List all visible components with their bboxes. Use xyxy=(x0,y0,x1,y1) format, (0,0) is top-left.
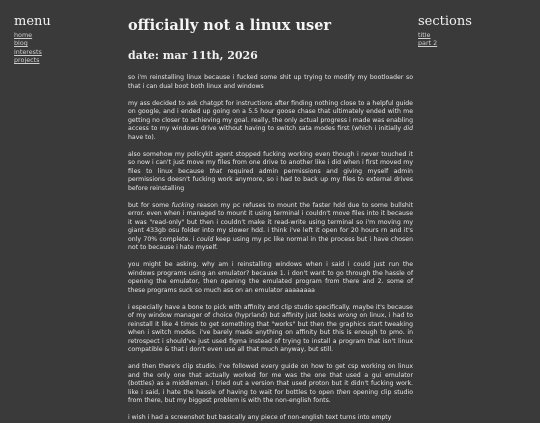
left-menu xyxy=(14,14,114,65)
post-date: date: mar 11th, 2026 xyxy=(128,49,258,62)
menu-link-blog[interactable]: blog xyxy=(14,39,28,48)
post-paragraph: i wish i had a screenshot but basically any piece of non-english text turns into empty xyxy=(128,414,392,421)
section-link-part-2[interactable]: part 2 xyxy=(418,39,438,48)
post-paragraph: so i'm reinstalling linux because i fucked some shit up trying to modify my bootloader so that i can dual boot both linux and windows xyxy=(128,74,413,90)
post-title: officially not a linux user xyxy=(128,17,332,34)
post-paragraph: also somehow my policykit agent stopped fucking working even though i never touched it so now i can't just move my files from one drive to another like i did when i first moved my files to linux because that required admin permissions and giving myself admin permissions doesn't fucking work anymore, so i had to back up my files to external drives before reinstalling xyxy=(128,150,413,192)
post-paragraph: i especially have a bone to pick with affinity and clip studio specifically. maybe it's because of my window manager of choice (hyprland) but affinity just looks wrong on linux, i had to reinstall it like 4 times to get something that "works" but then the graphics start tweaking when i switch modes. i've barely made anything on affinity but this is enough to pmo. in retrospect i should've just used figma instead of trying to install a program that isn't linux compatible & that i don't even use all that much anyway, but still. xyxy=(128,303,414,353)
post-paragraph: but for some fucking reason my pc refuses to mount the faster hdd due to some bullshit error. even when i managed to mount it using terminal i couldn't move files into it because it was "read-only" but then i couldn't make it read-write using terminal so i'm moving my giant 433gb osu folder into my slower hdd. i think i've left it open for 20 hours rn and it's only 70% complete. i could keep using my pc like normal in the process but i have chosen not to because i hate myself. xyxy=(128,201,414,251)
menu-link-interests[interactable]: interests xyxy=(14,47,42,56)
post-paragraph: my ass decided to ask chatgpt for instructions after finding nothing close to a helpful guide on google, and i ended up going on a 5.5 hour goose chase that ultimately ended with me getting no closer to achieving my goal. really, the only actual progress i made was enabling access to my windows drive without having to switch sata modes first (which i initially did have to). xyxy=(128,99,413,141)
menu-link-home[interactable]: home xyxy=(14,31,33,39)
sections-heading: sections xyxy=(418,14,472,29)
section-link-title[interactable]: title xyxy=(418,31,431,39)
blog-post xyxy=(128,14,414,421)
menu-link-projects[interactable]: projects xyxy=(14,56,40,65)
sections-menu xyxy=(418,14,528,48)
post-paragraph: you might be asking, why am i reinstalling windows when i said i could just run the windows programs using an emulator? because 1. i don't want to go through the hassle of opening the emulator, then opening the emulated program from there and 2. some of these programs suck so much ass on an emulator aaaaaaaa xyxy=(128,261,413,294)
post-paragraph: and then there's clip studio. i've followed every guide on how to get csp working on linux and the only one that actually worked for me was the one that used a gui emulator (bottles) as a middleman. i tried out a version that used proton but it didn't fucking work. like i said, i hate the hassle of having to wait for bottles to open then opening clip studio from there, but my biggest problem is with the non-english fonts. xyxy=(128,363,413,404)
menu-heading: menu xyxy=(14,14,51,29)
